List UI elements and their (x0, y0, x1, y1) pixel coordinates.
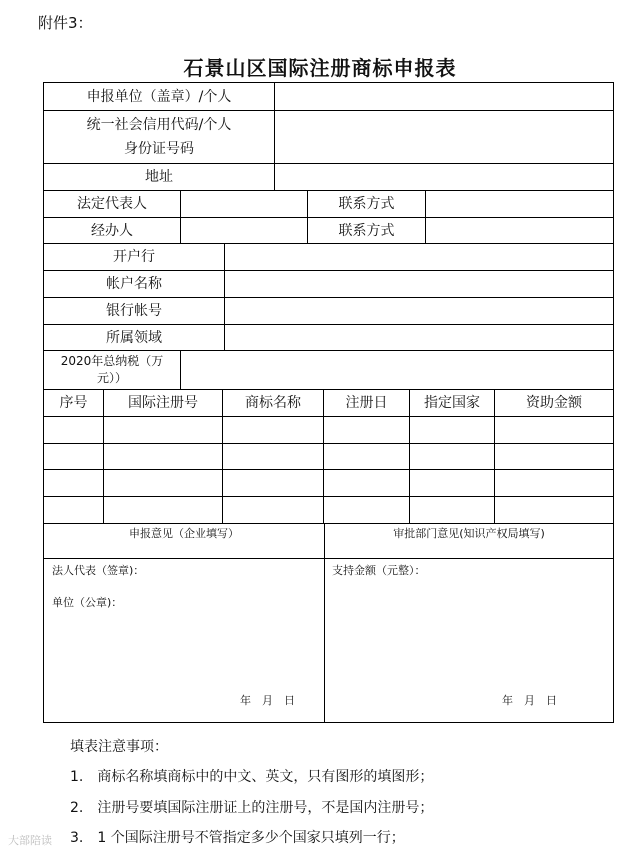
contact-field[interactable] (426, 191, 613, 217)
note-item: 2. 注册号要填国际注册证上的注册号，不是国内注册号； (70, 800, 434, 816)
note-item: 1. 商标名称填商标中的中文、英文，只有图形的填图形； (70, 769, 434, 785)
address-label: 地址 (145, 169, 173, 185)
applicant-field[interactable] (275, 83, 613, 110)
approval-opinion-header: 审批部门意见(知识产权局填写) (393, 527, 545, 540)
col-rule (324, 523, 325, 723)
row-rule (43, 443, 614, 444)
tax-label-line1: 2020年总纳税（万 (60, 354, 164, 368)
tax-label (44, 351, 180, 389)
header-trademark-name: 商标名称 (245, 395, 301, 411)
support-amount-label: 支持金额（元整）： (332, 564, 426, 577)
account-name-label: 帐户名称 (106, 276, 162, 292)
legal-rep-signature-label: 法人代表（签章)： (52, 564, 145, 577)
header-country: 指定国家 (424, 395, 480, 411)
account-name-field[interactable] (225, 271, 613, 297)
credit-code-label (44, 111, 274, 163)
credit-code-field[interactable] (275, 111, 613, 163)
field-label: 所属领域 (106, 329, 162, 346)
header-reg-date: 注册日 (345, 395, 388, 411)
bank-label: 开户行 (113, 249, 155, 265)
credit-code-label-line2: 身份证号码 (124, 141, 194, 157)
account-no-field[interactable] (225, 298, 613, 324)
unit-seal-label: 单位（公章)： (52, 596, 123, 609)
table-border-right (613, 82, 614, 723)
handler-field[interactable] (181, 218, 307, 243)
bank-field[interactable] (225, 244, 613, 270)
address-field[interactable] (275, 164, 613, 190)
form-title: 石景山区国际注册商标申报表 (183, 56, 457, 80)
notes-heading: 填表注意事项： (70, 739, 168, 755)
legal-rep-label: 法定代表人 (77, 196, 147, 212)
row-rule (43, 416, 614, 417)
date-left: 年 月 日 (240, 694, 295, 707)
handler-contact-label: 联系方式 (338, 222, 395, 239)
tax-label-line2: 元）） (96, 371, 127, 385)
row-rule (43, 469, 614, 470)
table-border-bottom (43, 722, 614, 723)
note-item: 3. 1 个国际注册号不管指定多少个国家只填列一行； (70, 830, 405, 846)
contact-label: 联系方式 (338, 196, 395, 212)
header-amount: 资助金额 (526, 395, 582, 411)
field-field[interactable] (225, 325, 613, 350)
handler-label: 经办人 (91, 222, 133, 239)
handler-contact-field[interactable] (426, 218, 613, 243)
header-intl-reg-no: 国际注册号 (128, 395, 198, 411)
row-rule (43, 496, 614, 497)
credit-code-label-line1: 统一社会信用代码/个人 (86, 117, 232, 133)
legal-rep-field[interactable] (181, 191, 307, 217)
attachment-label: 附件3： (38, 14, 93, 32)
applicant-label: 申报单位（盖章）/个人 (86, 88, 232, 105)
row-rule (43, 558, 614, 559)
applicant-opinion-header: 申报意见（企业填写） (129, 527, 239, 540)
header-index: 序号 (59, 395, 88, 411)
tax-field[interactable] (181, 351, 613, 389)
date-right: 年 月 日 (502, 694, 557, 707)
watermark: 大部陪读 (8, 834, 52, 847)
account-no-label: 银行帐号 (106, 303, 162, 319)
